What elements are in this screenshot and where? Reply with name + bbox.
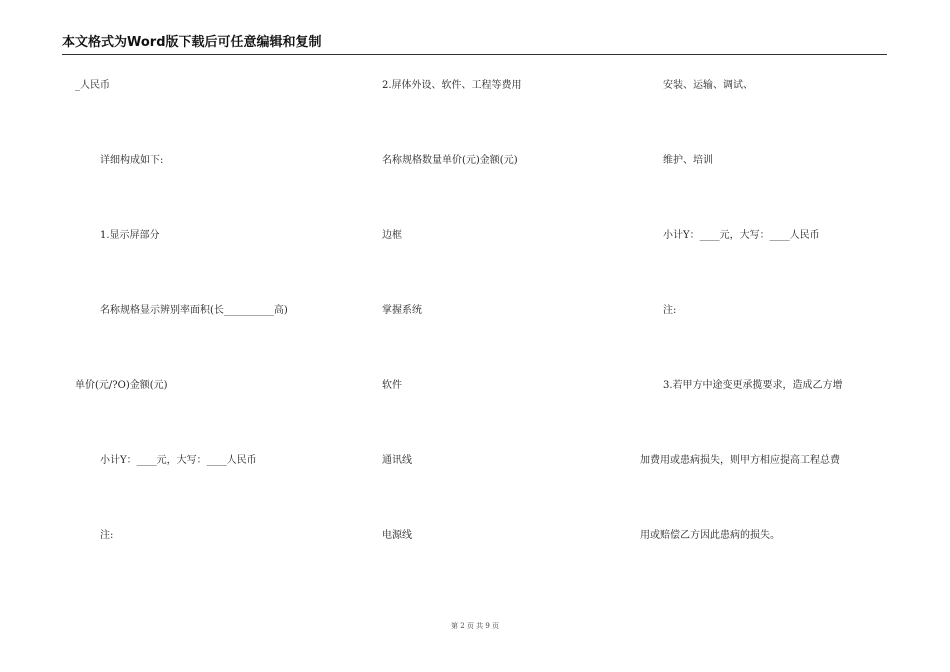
text-line: 加费用或患病损失，则甲方相应提高工程总费	[640, 455, 840, 466]
text-line: 名称规格数量单价(元)金额(元)	[382, 155, 518, 166]
page-number: 第 2 页 共 9 页	[450, 622, 500, 630]
text-line: 电源线	[382, 530, 412, 541]
text-line: 用或赔偿乙方因此患病的损失。	[640, 530, 780, 541]
text-line: 注:	[663, 305, 677, 316]
header-title: 本文格式为Word版下载后可任意编辑和复制	[62, 35, 322, 50]
text-line: 单价(元/?O)金额(元)	[75, 380, 168, 391]
text-line: 软件	[382, 380, 402, 391]
text-line: 安装、运输、调试、	[663, 80, 753, 91]
text-line: 1.显示屏部分	[100, 230, 160, 241]
text-line: 维护、培训	[663, 155, 713, 166]
text-line: 小计Y：____元，大写：____人民币	[663, 230, 820, 241]
text-line: 通讯线	[382, 455, 412, 466]
text-line: 名称规格显示辨别率面积(长__________高)	[100, 305, 288, 316]
text-line: 2.屏体外设、软件、工程等费用	[382, 80, 522, 91]
text-line: 掌握系统	[382, 305, 422, 316]
text-line: 小计Y：____元，大写：____人民币	[100, 455, 257, 466]
text-line: 详细构成如下:	[100, 155, 164, 166]
text-line: 边框	[382, 230, 402, 241]
text-line: 注:	[100, 530, 114, 541]
text-line: _人民币	[75, 80, 110, 91]
text-line: 3.若甲方中途变更承揽要求，造成乙方增	[663, 380, 843, 391]
